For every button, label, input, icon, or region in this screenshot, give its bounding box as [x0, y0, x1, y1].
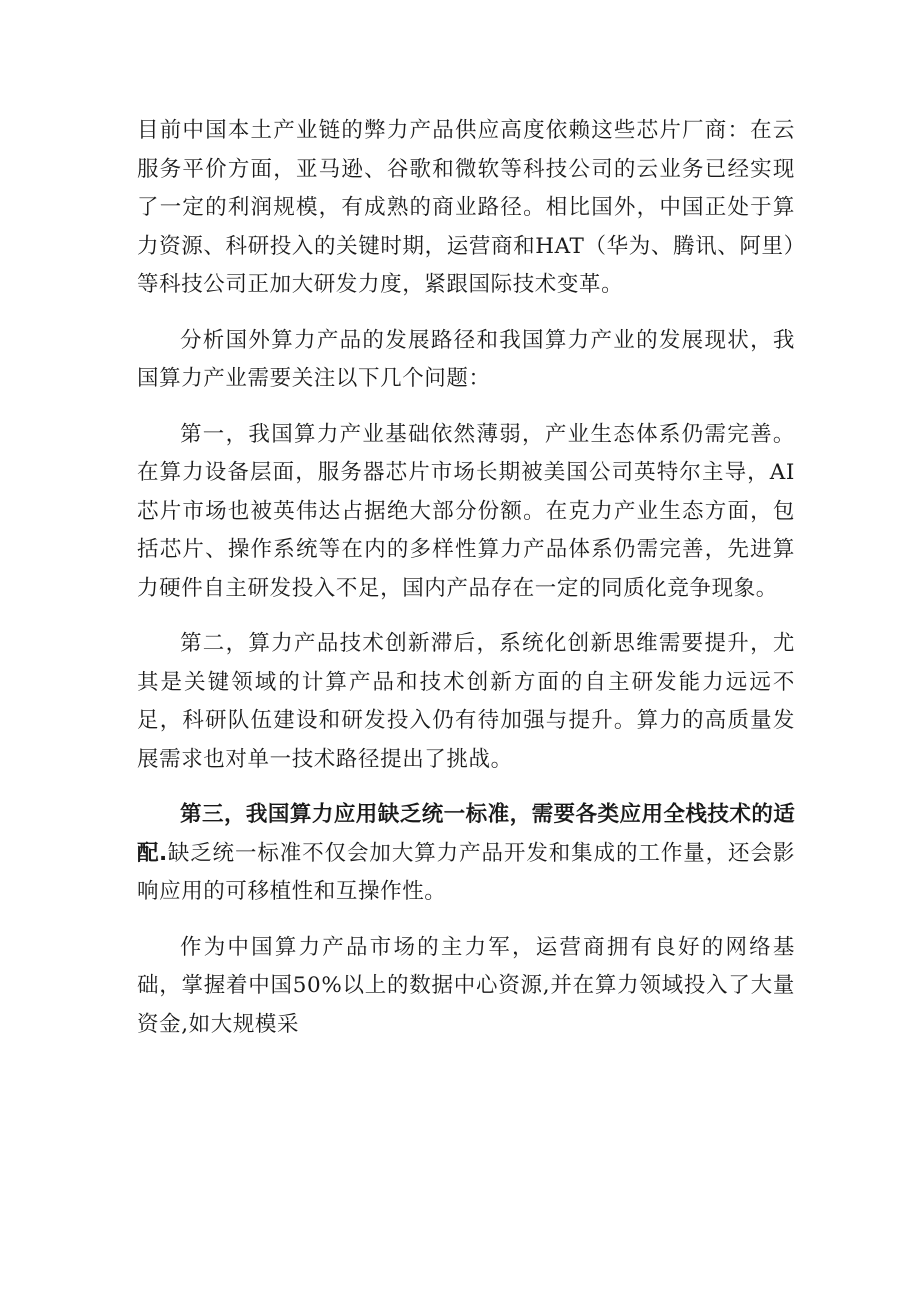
paragraph-point-three: [137, 796, 795, 912]
paragraph-chip-dependence: 目前中国本土产业链的弊力产品供应高度依赖这些芯片厂商：在云服务平价方面，亚马逊、谷歌和微软等科技公司的云业务已经实现了一定的利润规模，有成熟的商业路径。相比国外，中国正处于算力资源、科研投入的关键时期，运营商和HAT（华为、腾讯、阿里）等科技公司正加大研发力度，紧跟国际技术变革。: [137, 118, 795, 297]
point-three-text: 缺乏统一标准不仅会加大算力产品开发和集成的工作量，还会影响应用的可移植性和互操作性。: [137, 840, 795, 904]
paragraph-point-one: 第一，我国算力产业基础依然薄弱，产业生态体系仍需完善。在算力设备层面，服务器芯片市场长期被美国公司英特尔主导，AI芯片市场也被英伟达占据绝大部分份额。在克力产业生态方面，包括芯片、操作系统等在内的多样性算力产品体系仍需完善，先进算力硬件自主研发投入不足，国内产品存在一定的同质化竞争现象。: [137, 421, 795, 601]
point-three-heading: 第三，我国算力应用缺乏统一标准，需要各类应用全栈技术的适配.: [137, 802, 795, 866]
paragraph-analysis-intro: 分析国外算力产品的发展路径和我国算力产业的发展现状，我国算力产业需要关注以下几个问题：: [137, 327, 795, 391]
paragraph-point-two: 第二，算力产品技术创新滞后，系统化创新思维需要提升，尤其是关键领域的计算产品和技术创新方面的自主研发能力远远不足，科研队伍建设和研发投入仍有待加强与提升。算力的高质量发展需求也对单一技术路径提出了挑战。: [137, 631, 795, 772]
paragraph-operators: 作为中国算力产品市场的主力军，运营商拥有良好的网络基础，掌握着中国50%以上的数据中心资源,并在算力领域投入了大量资金,如大规模采: [137, 934, 795, 1037]
document-body: [137, 112, 795, 1061]
